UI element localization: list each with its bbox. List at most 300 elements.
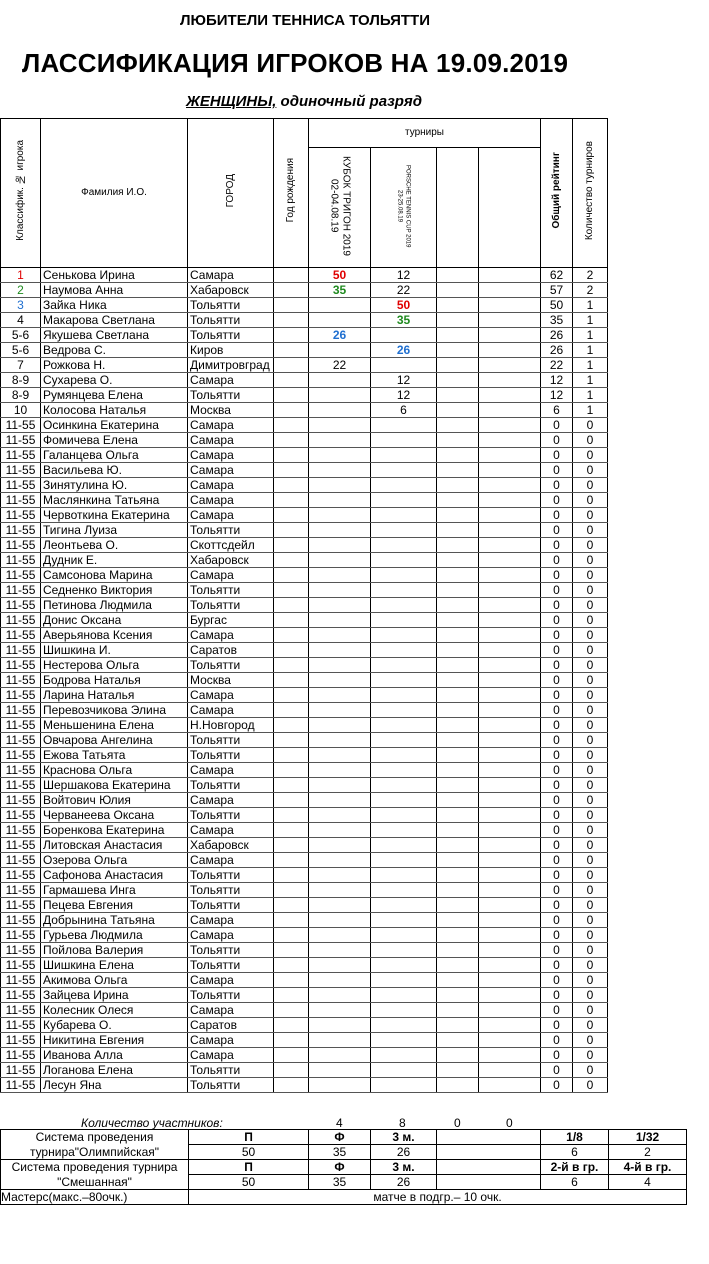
cell-t4 (479, 838, 541, 853)
cell-t3 (437, 643, 479, 658)
cell-t2 (371, 448, 437, 463)
cell-t1 (309, 388, 371, 403)
cell-count: 0 (573, 883, 608, 898)
mixed-spacer-2 (437, 1175, 541, 1190)
cell-t4 (479, 373, 541, 388)
cell-rank: 11-55 (1, 433, 41, 448)
cell-city: Тольятти (188, 388, 274, 403)
cell-born (274, 538, 309, 553)
cell-city: Тольятти (188, 583, 274, 598)
cell-rating: 26 (541, 343, 573, 358)
cell-rank: 10 (1, 403, 41, 418)
cell-city: Самара (188, 1003, 274, 1018)
cell-city: Тольятти (188, 523, 274, 538)
cell-t3 (437, 343, 479, 358)
cell-t3 (437, 388, 479, 403)
cell-count: 0 (573, 583, 608, 598)
table-row (1, 1048, 608, 1063)
cell-t4 (479, 343, 541, 358)
cell-name: Овчарова Ангелина (41, 733, 188, 748)
cell-rank: 11-55 (1, 808, 41, 823)
cell-t2: 12 (371, 388, 437, 403)
cell-name: Петинова Людмила (41, 598, 188, 613)
cell-born (274, 463, 309, 478)
cell-rating: 6 (541, 403, 573, 418)
col-born-header: Год рождения (274, 119, 309, 268)
cell-born (274, 358, 309, 373)
cell-t2 (371, 808, 437, 823)
cell-name: Зинятулина Ю. (41, 478, 188, 493)
cell-t3 (437, 988, 479, 1003)
cell-t3 (437, 838, 479, 853)
cell-t1 (309, 793, 371, 808)
cell-rating: 26 (541, 328, 573, 343)
cell-rank: 11-55 (1, 1018, 41, 1033)
cell-name: Логанова Елена (41, 1063, 188, 1078)
cell-name: Черванеева Оксана (41, 808, 188, 823)
cell-t4 (479, 943, 541, 958)
cell-rating: 0 (541, 1033, 573, 1048)
cell-born (274, 808, 309, 823)
cell-count: 0 (573, 973, 608, 988)
cell-t1 (309, 688, 371, 703)
cell-t4 (479, 643, 541, 658)
table-row (1, 928, 608, 943)
cell-city: Самара (188, 268, 274, 283)
cell-name: Румянцева Елена (41, 388, 188, 403)
cell-t1 (309, 538, 371, 553)
cell-t3 (437, 883, 479, 898)
mixed-label-2: "Смешанная" (1, 1175, 189, 1190)
cell-rank: 11-55 (1, 958, 41, 973)
cell-t3 (437, 943, 479, 958)
cell-rating: 0 (541, 703, 573, 718)
cell-t1 (309, 418, 371, 433)
cell-t1 (309, 1063, 371, 1078)
cell-born (274, 598, 309, 613)
table-row (1, 343, 608, 358)
cell-t4 (479, 1063, 541, 1078)
cell-city: Москва (188, 673, 274, 688)
cell-born (274, 433, 309, 448)
cell-t2 (371, 898, 437, 913)
cell-t4 (479, 958, 541, 973)
cell-name: Осинкина Екатерина (41, 418, 188, 433)
participants-t4: 0 (506, 1116, 513, 1130)
cell-t1 (309, 943, 371, 958)
cell-t4 (479, 1078, 541, 1093)
cell-name: Пойлова Валерия (41, 943, 188, 958)
cell-name: Перевозчикова Элина (41, 703, 188, 718)
cell-t2 (371, 583, 437, 598)
tournament-3-header (437, 148, 479, 268)
cell-t2 (371, 643, 437, 658)
cell-t3 (437, 1033, 479, 1048)
cell-born (274, 508, 309, 523)
cell-rating: 0 (541, 643, 573, 658)
cell-name: Наумова Анна (41, 283, 188, 298)
cell-city: Самара (188, 928, 274, 943)
table-row (1, 688, 608, 703)
cell-born (274, 898, 309, 913)
cell-t1 (309, 373, 371, 388)
cell-name: Краснова Ольга (41, 763, 188, 778)
table-row (1, 568, 608, 583)
cell-rating: 0 (541, 1048, 573, 1063)
cell-name: Аверьянова Ксения (41, 628, 188, 643)
cell-born (274, 883, 309, 898)
cell-name: Никитина Евгения (41, 1033, 188, 1048)
cell-t2 (371, 1003, 437, 1018)
mixed-head-f: Ф (309, 1160, 371, 1175)
cell-rating: 50 (541, 298, 573, 313)
cell-rank: 11-55 (1, 733, 41, 748)
cell-name: Ежова Татьята (41, 748, 188, 763)
cell-name: Меньшенина Елена (41, 718, 188, 733)
table-row (1, 613, 608, 628)
cell-born (274, 733, 309, 748)
cell-count: 0 (573, 493, 608, 508)
cell-count: 0 (573, 703, 608, 718)
cell-born (274, 388, 309, 403)
cell-count: 0 (573, 988, 608, 1003)
table-row (1, 658, 608, 673)
cell-name: Ларина Наталья (41, 688, 188, 703)
olympic-val-132: 2 (609, 1145, 687, 1160)
cell-city: Тольятти (188, 943, 274, 958)
cell-t1: 26 (309, 328, 371, 343)
cell-t2: 50 (371, 298, 437, 313)
cell-rank: 5-6 (1, 343, 41, 358)
cell-t3 (437, 508, 479, 523)
cell-t2: 6 (371, 403, 437, 418)
cell-t3 (437, 928, 479, 943)
cell-t2 (371, 1048, 437, 1063)
cell-rating: 0 (541, 553, 573, 568)
cell-name: Кубарева О. (41, 1018, 188, 1033)
cell-t2: 26 (371, 343, 437, 358)
cell-count: 0 (573, 568, 608, 583)
cell-t3 (437, 1018, 479, 1033)
cell-t3 (437, 478, 479, 493)
cell-rank: 11-55 (1, 493, 41, 508)
table-row (1, 808, 608, 823)
cell-rating: 0 (541, 448, 573, 463)
cell-count: 0 (573, 1078, 608, 1093)
cell-rating: 0 (541, 898, 573, 913)
olympic-label-1: Система проведения (1, 1130, 189, 1145)
cell-name: Донис Оксана (41, 613, 188, 628)
table-row (1, 418, 608, 433)
cell-t3 (437, 283, 479, 298)
cell-city: Хабаровск (188, 838, 274, 853)
cell-t1 (309, 628, 371, 643)
cell-name: Зайка Ника (41, 298, 188, 313)
cell-born (274, 643, 309, 658)
mixed-label-1: Система проведения турнира (1, 1160, 189, 1175)
cell-city: Бургас (188, 613, 274, 628)
cell-count: 0 (573, 418, 608, 433)
cell-t4 (479, 808, 541, 823)
cell-t2 (371, 718, 437, 733)
cell-rank: 3 (1, 298, 41, 313)
col-city-header: ГОРОД (188, 119, 274, 268)
cell-t1 (309, 763, 371, 778)
cell-born (274, 553, 309, 568)
cell-t4 (479, 1003, 541, 1018)
cell-rating: 0 (541, 523, 573, 538)
cell-city: Саратов (188, 643, 274, 658)
cell-city: Самара (188, 763, 274, 778)
cell-count: 0 (573, 1033, 608, 1048)
cell-count: 0 (573, 538, 608, 553)
cell-name: Сафонова Анастасия (41, 868, 188, 883)
cell-t4 (479, 508, 541, 523)
cell-rating: 0 (541, 718, 573, 733)
table-row (1, 388, 608, 403)
cell-t4 (479, 313, 541, 328)
cell-t4 (479, 568, 541, 583)
cell-rating: 0 (541, 688, 573, 703)
cell-rating: 0 (541, 808, 573, 823)
cell-t4 (479, 523, 541, 538)
table-row (1, 283, 608, 298)
cell-t2 (371, 778, 437, 793)
cell-count: 0 (573, 793, 608, 808)
cell-count: 0 (573, 448, 608, 463)
cell-name: Колосова Наталья (41, 403, 188, 418)
cell-rank: 11-55 (1, 478, 41, 493)
cell-count: 1 (573, 388, 608, 403)
table-row (1, 868, 608, 883)
cell-city: Тольятти (188, 598, 274, 613)
cell-t4 (479, 553, 541, 568)
cell-name: Бодрова Наталья (41, 673, 188, 688)
cell-rank: 11-55 (1, 973, 41, 988)
cell-t3 (437, 358, 479, 373)
cell-count: 0 (573, 778, 608, 793)
table-row (1, 463, 608, 478)
cell-rating: 0 (541, 778, 573, 793)
cell-rank: 5-6 (1, 328, 41, 343)
cell-born (274, 988, 309, 1003)
cell-rank: 11-55 (1, 748, 41, 763)
tournaments-header: турниры (309, 119, 541, 148)
cell-count: 0 (573, 1048, 608, 1063)
cell-t3 (437, 733, 479, 748)
cell-t2: 35 (371, 313, 437, 328)
cell-count: 1 (573, 358, 608, 373)
cell-name: Озерова Ольга (41, 853, 188, 868)
cell-rank: 11-55 (1, 463, 41, 478)
cell-born (274, 493, 309, 508)
cell-city: Самара (188, 1048, 274, 1063)
table-row (1, 943, 608, 958)
cell-count: 0 (573, 688, 608, 703)
cell-born (274, 1003, 309, 1018)
olympic-head-132: 1/32 (609, 1130, 687, 1145)
cell-city: Тольятти (188, 778, 274, 793)
cell-name: Иванова Алла (41, 1048, 188, 1063)
cell-t3 (437, 1063, 479, 1078)
cell-t1 (309, 928, 371, 943)
cell-t4 (479, 913, 541, 928)
cell-t3 (437, 298, 479, 313)
cell-name: Гармашева Инга (41, 883, 188, 898)
cell-city: Самара (188, 913, 274, 928)
cell-t2 (371, 748, 437, 763)
cell-name: Самсонова Марина (41, 568, 188, 583)
olympic-val-p: 50 (189, 1145, 309, 1160)
olympic-val-3: 26 (371, 1145, 437, 1160)
cell-rating: 0 (541, 913, 573, 928)
cell-t3 (437, 1048, 479, 1063)
cell-born (274, 958, 309, 973)
cell-t4 (479, 853, 541, 868)
cell-rank: 11-55 (1, 703, 41, 718)
col-count-header: Количество турниров (573, 119, 608, 268)
cell-name: Шишкина И. (41, 643, 188, 658)
cell-t3 (437, 418, 479, 433)
cell-t3 (437, 898, 479, 913)
cell-t2 (371, 733, 437, 748)
cell-t3 (437, 313, 479, 328)
cell-born (274, 658, 309, 673)
cell-t3 (437, 373, 479, 388)
cell-t1 (309, 988, 371, 1003)
cell-t1 (309, 853, 371, 868)
cell-born (274, 1018, 309, 1033)
cell-t4 (479, 1048, 541, 1063)
cell-t1 (309, 958, 371, 973)
cell-t2 (371, 478, 437, 493)
cell-t4 (479, 793, 541, 808)
cell-rating: 0 (541, 478, 573, 493)
cell-rating: 0 (541, 463, 573, 478)
cell-city: Самара (188, 433, 274, 448)
col-rank-header: Классифик. № игрока (1, 119, 41, 268)
table-row (1, 913, 608, 928)
cell-rating: 0 (541, 838, 573, 853)
cell-name: Лесун Яна (41, 1078, 188, 1093)
cell-t2 (371, 973, 437, 988)
table-row (1, 328, 608, 343)
cell-t2 (371, 433, 437, 448)
cell-t2: 12 (371, 373, 437, 388)
cell-rating: 0 (541, 958, 573, 973)
cell-born (274, 328, 309, 343)
cell-rating: 62 (541, 268, 573, 283)
cell-rating: 0 (541, 928, 573, 943)
cell-t1 (309, 598, 371, 613)
cell-t1 (309, 868, 371, 883)
mixed-spacer (437, 1160, 541, 1175)
cell-t2 (371, 493, 437, 508)
cell-city: Н.Новгород (188, 718, 274, 733)
cell-t4 (479, 388, 541, 403)
cell-t4 (479, 478, 541, 493)
cell-name: Галанцева Ольга (41, 448, 188, 463)
cell-born (274, 673, 309, 688)
cell-city: Хабаровск (188, 283, 274, 298)
cell-rating: 0 (541, 598, 573, 613)
cell-rating: 0 (541, 568, 573, 583)
cell-rating: 57 (541, 283, 573, 298)
cell-rating: 0 (541, 658, 573, 673)
cell-t2 (371, 793, 437, 808)
cell-rank: 11-55 (1, 448, 41, 463)
cell-name: Червоткина Екатерина (41, 508, 188, 523)
cell-rank: 11-55 (1, 928, 41, 943)
cell-t4 (479, 718, 541, 733)
cell-t1 (309, 718, 371, 733)
cell-t4 (479, 433, 541, 448)
cell-t3 (437, 868, 479, 883)
cell-rating: 0 (541, 823, 573, 838)
cell-city: Самара (188, 853, 274, 868)
cell-rank: 11-55 (1, 1048, 41, 1063)
cell-t1 (309, 523, 371, 538)
cell-rating: 0 (541, 988, 573, 1003)
cell-t1 (309, 583, 371, 598)
cell-t2 (371, 628, 437, 643)
cell-rating: 0 (541, 1063, 573, 1078)
cell-name: Ведрова С. (41, 343, 188, 358)
cell-t4 (479, 583, 541, 598)
cell-rating: 0 (541, 733, 573, 748)
cell-rank: 11-55 (1, 763, 41, 778)
cell-city: Тольятти (188, 883, 274, 898)
category-subtitle (0, 93, 608, 110)
cell-born (274, 628, 309, 643)
cell-name: Макарова Светлана (41, 313, 188, 328)
cell-t3 (437, 778, 479, 793)
cell-t3 (437, 463, 479, 478)
cell-name: Акимова Ольга (41, 973, 188, 988)
cell-rank: 11-55 (1, 838, 41, 853)
olympic-spacer (437, 1130, 541, 1145)
cell-count: 2 (573, 268, 608, 283)
olympic-head-p: П (189, 1130, 309, 1145)
cell-name: Шершакова Екатерина (41, 778, 188, 793)
table-row (1, 988, 608, 1003)
cell-t2 (371, 703, 437, 718)
cell-city: Тольятти (188, 1063, 274, 1078)
cell-name: Маслянкина Татьяна (41, 493, 188, 508)
cell-name: Боренкова Екатерина (41, 823, 188, 838)
cell-t1 (309, 298, 371, 313)
cell-t2 (371, 1063, 437, 1078)
cell-rating: 0 (541, 1078, 573, 1093)
cell-city: Тольятти (188, 733, 274, 748)
table-row (1, 373, 608, 388)
olympic-label-2: турнира"Олимпийская" (1, 1145, 189, 1160)
cell-t3 (437, 853, 479, 868)
cell-t2 (371, 658, 437, 673)
cell-rank: 11-55 (1, 673, 41, 688)
table-row (1, 898, 608, 913)
cell-t2 (371, 913, 437, 928)
cell-t1 (309, 1003, 371, 1018)
cell-t2 (371, 1033, 437, 1048)
cell-t1 (309, 883, 371, 898)
table-row (1, 643, 608, 658)
mixed-val-4gr: 4 (609, 1175, 687, 1190)
cell-rank: 11-55 (1, 1078, 41, 1093)
cell-rating: 0 (541, 853, 573, 868)
cell-name: Якушева Светлана (41, 328, 188, 343)
cell-t2 (371, 538, 437, 553)
